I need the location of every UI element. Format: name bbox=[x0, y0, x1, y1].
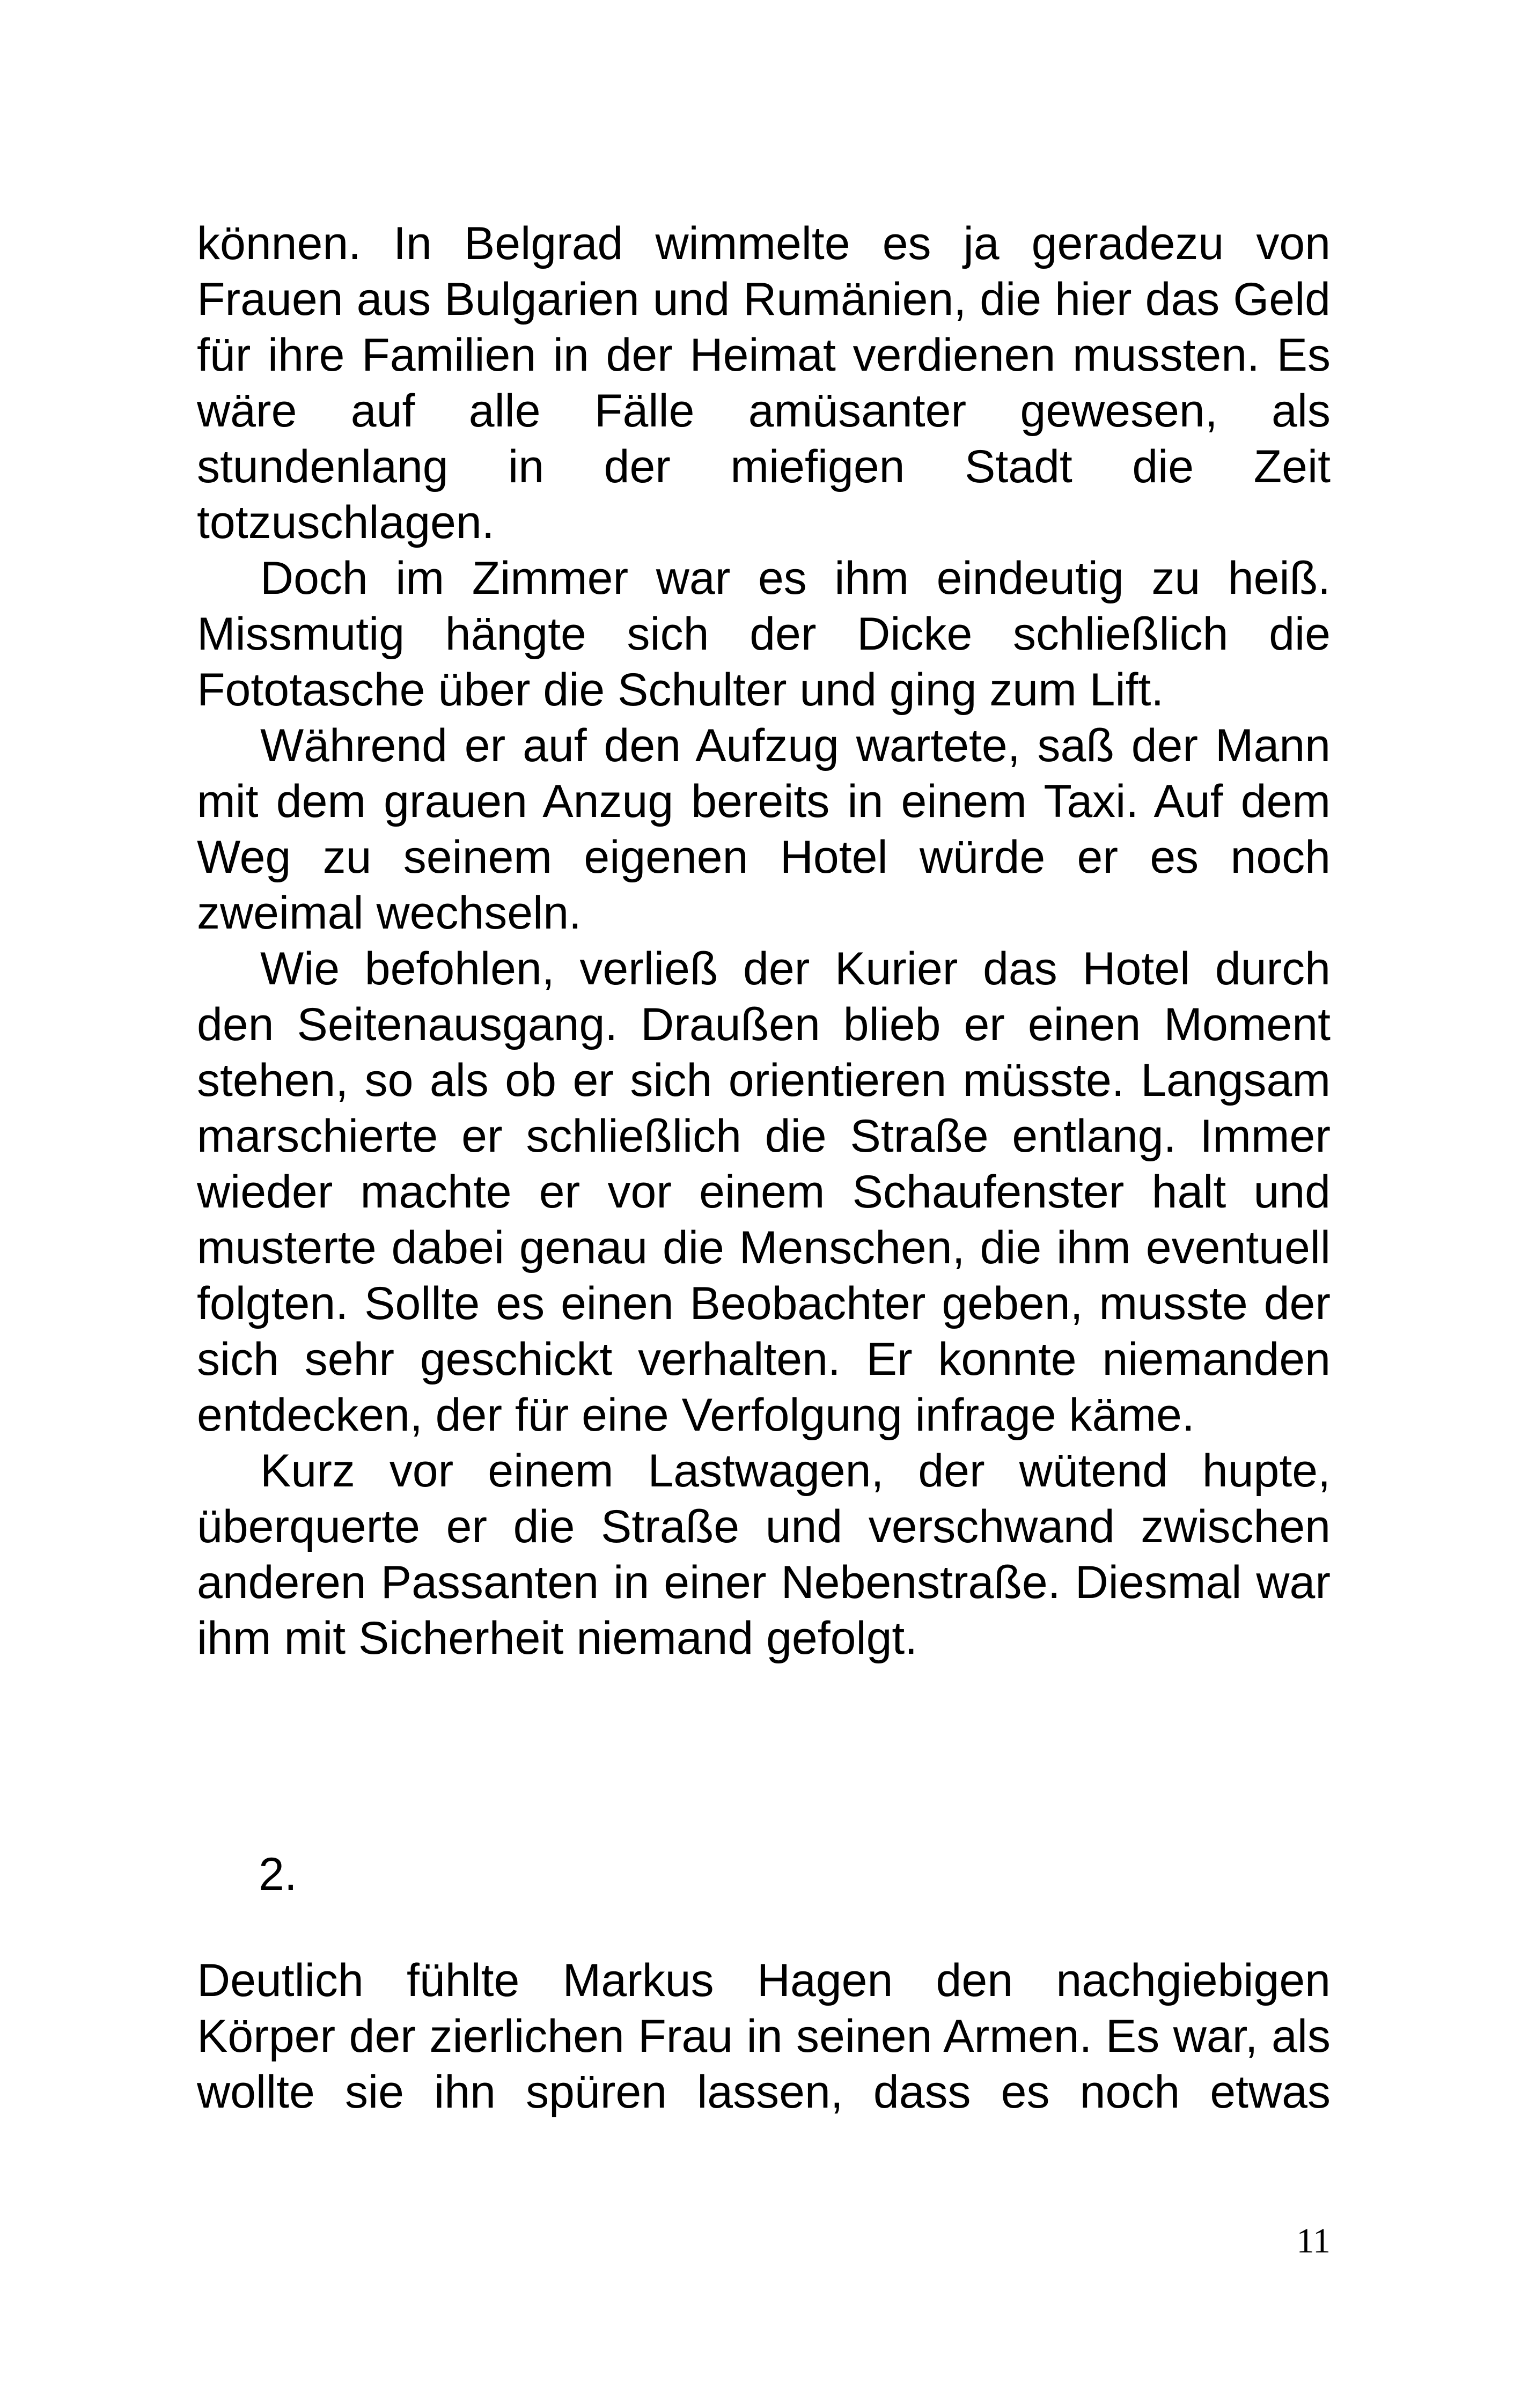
paragraph: Kurz vor einem Lastwagen, der wütend hupte, überquerte er die Straße und verschwand zwischen anderen Passanten in einer Nebenstraße. Diesmal war ihm mit Sicherheit niemand gefolgt. bbox=[197, 1445, 1331, 1664]
body-text bbox=[197, 216, 1331, 1666]
paragraph-continuation: können. In Belgrad wimmelte es ja geradezu von Frauen aus Bulgarien und Rumänien, die hier das Geld für ihre Familien in der Heimat verdienen mussten. Es wäre auf alle Fälle amüsanter gewesen, als stundenlang in der miefigen Stadt die Zeit totzuschlagen. bbox=[197, 218, 1331, 548]
paragraph: Doch im Zimmer war es ihm eindeutig zu heiß. Missmutig hängte sich der Dicke schließlich die Fototasche über die Schulter und ging zum Lift. bbox=[197, 553, 1331, 716]
paragraph: Wie befohlen, verließ der Kurier das Hotel durch den Seitenausgang. Draußen blieb er einen Moment stehen, so als ob er sich orientieren müsste. Langsam marschierte er schließlich die Straße entlang. Immer wieder machte er vor einem Schaufenster halt und musterte dabei genau die Menschen, die ihm eventuell folgten. Sollte es einen Beobachter geben, musste der sich sehr geschickt verhalten. Er konnte niemanden entdecken, der für eine Verfolgung infrage käme. bbox=[197, 943, 1331, 1441]
paragraph: Während er auf den Aufzug wartete, saß der Mann mit dem grauen Anzug bereits in einem Taxi. Auf dem Weg zu seinem eigenen Hotel würde er es noch zweimal wechseln. bbox=[197, 720, 1331, 939]
chapter-body-text bbox=[197, 1953, 1331, 2120]
chapter-number: 2. bbox=[259, 1849, 297, 1900]
paragraph: Deutlich fühlte Markus Hagen den nachgiebigen Körper der zierlichen Frau in seinen Armen. Es war, als wollte sie ihn spüren lassen, dass es noch etwas bbox=[197, 1955, 1331, 2118]
page-number: 11 bbox=[1296, 2221, 1331, 2260]
